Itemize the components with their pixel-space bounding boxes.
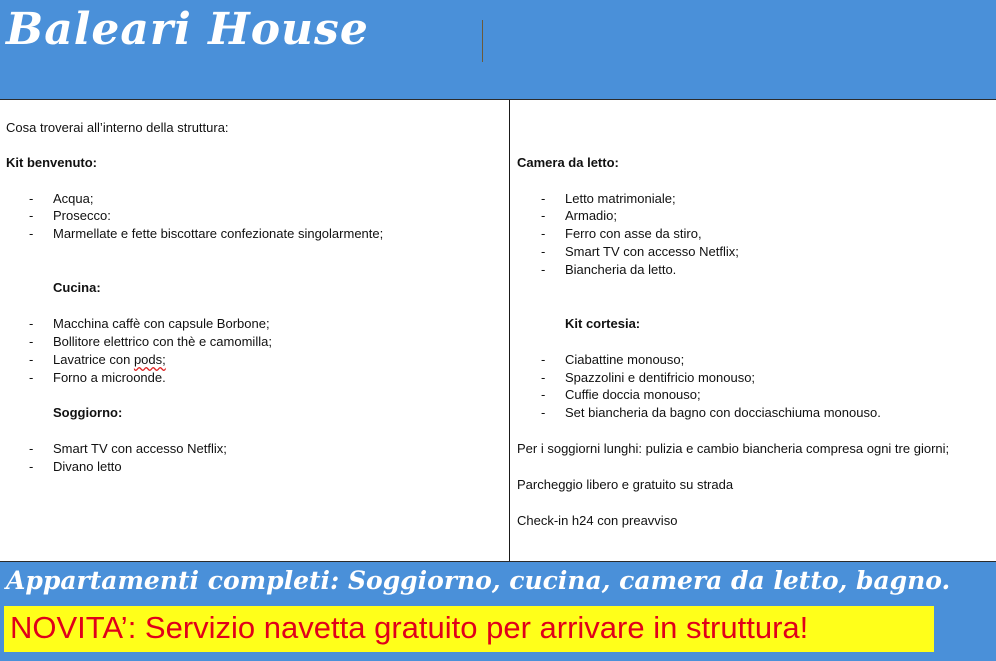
bullet-dash: - [541,405,546,420]
bullet-dash: - [541,226,546,241]
list-item [53,352,166,368]
list-item: Bollitore elettrico con thè e camomilla; [53,334,272,349]
list-item: Forno a microonde. [53,370,166,385]
list-item: Biancheria da letto. [565,262,677,277]
section-title-kit-cortesia: Kit cortesia: [565,316,641,331]
bullet-dash: - [541,370,546,385]
section-title-kit-benvenuto: Kit benvenuto: [6,155,97,170]
footer-banner [0,561,996,661]
bullet-dash: - [29,370,34,385]
amenities-table [0,100,996,561]
section-title-cucina: Cucina: [53,280,101,295]
list-item: Cuffie doccia monouso; [565,387,701,402]
list-item: Acqua; [53,191,94,206]
text-cursor [482,20,483,62]
bullet-dash: - [541,191,546,206]
footer-tagline: Appartamenti completi: Soggiorno, cucina, camera da letto, bagno. [6,566,951,595]
list-item: Divano letto [53,459,122,474]
list-item: Prosecco: [53,208,111,223]
list-item: Ciabattine monouso; [565,352,685,367]
bullet-dash: - [541,387,546,402]
bullet-dash: - [29,208,34,223]
intro-text: Cosa troverai all’interno della struttura: [6,120,229,135]
list-item: Marmellate e fette biscottare confezionate singolarmente; [53,226,384,241]
list-item: Set biancheria da bagno con docciaschiuma monouso. [565,405,881,420]
list-item: Smart TV con accesso Netflix; [565,244,739,259]
list-item: Armadio; [565,208,618,223]
bullet-dash: - [29,316,34,331]
list-item: Macchina caffè con capsule Borbone; [53,316,270,331]
bullet-dash: - [29,226,34,241]
promo-text: NOVITA’: Servizio navetta gratuito per arrivare in struttura! [10,610,809,645]
column-divider [509,100,510,561]
spellcheck-word: pods; [133,352,166,367]
bullet-dash: - [29,441,34,456]
bullet-dash: - [29,191,34,206]
bullet-dash: - [541,262,546,277]
list-item: Ferro con asse da stiro, [565,226,702,241]
list-item: Smart TV con accesso Netflix; [53,441,227,456]
bullet-dash: - [29,459,34,474]
note-checkin: Check-in h24 con preavviso [517,513,678,528]
section-title-camera: Camera da letto: [517,155,619,170]
bullet-dash: - [29,334,34,349]
promo-highlight [4,606,934,652]
header-banner [0,0,996,100]
bullet-dash: - [29,352,34,367]
bullet-dash: - [541,244,546,259]
note-long-stays: Per i soggiorni lunghi: pulizia e cambio biancheria compresa ogni tre giorni; [517,441,950,456]
bullet-dash: - [541,352,546,367]
bullet-dash: - [541,208,546,223]
section-title-soggiorno: Soggiorno: [53,405,123,420]
list-item: Spazzolini e dentifricio monouso; [565,370,756,385]
list-item: Letto matrimoniale; [565,191,676,206]
brand-title: Baleari House [6,4,369,55]
list-item-text: Lavatrice con [53,352,134,367]
note-parking: Parcheggio libero e gratuito su strada [517,477,734,492]
